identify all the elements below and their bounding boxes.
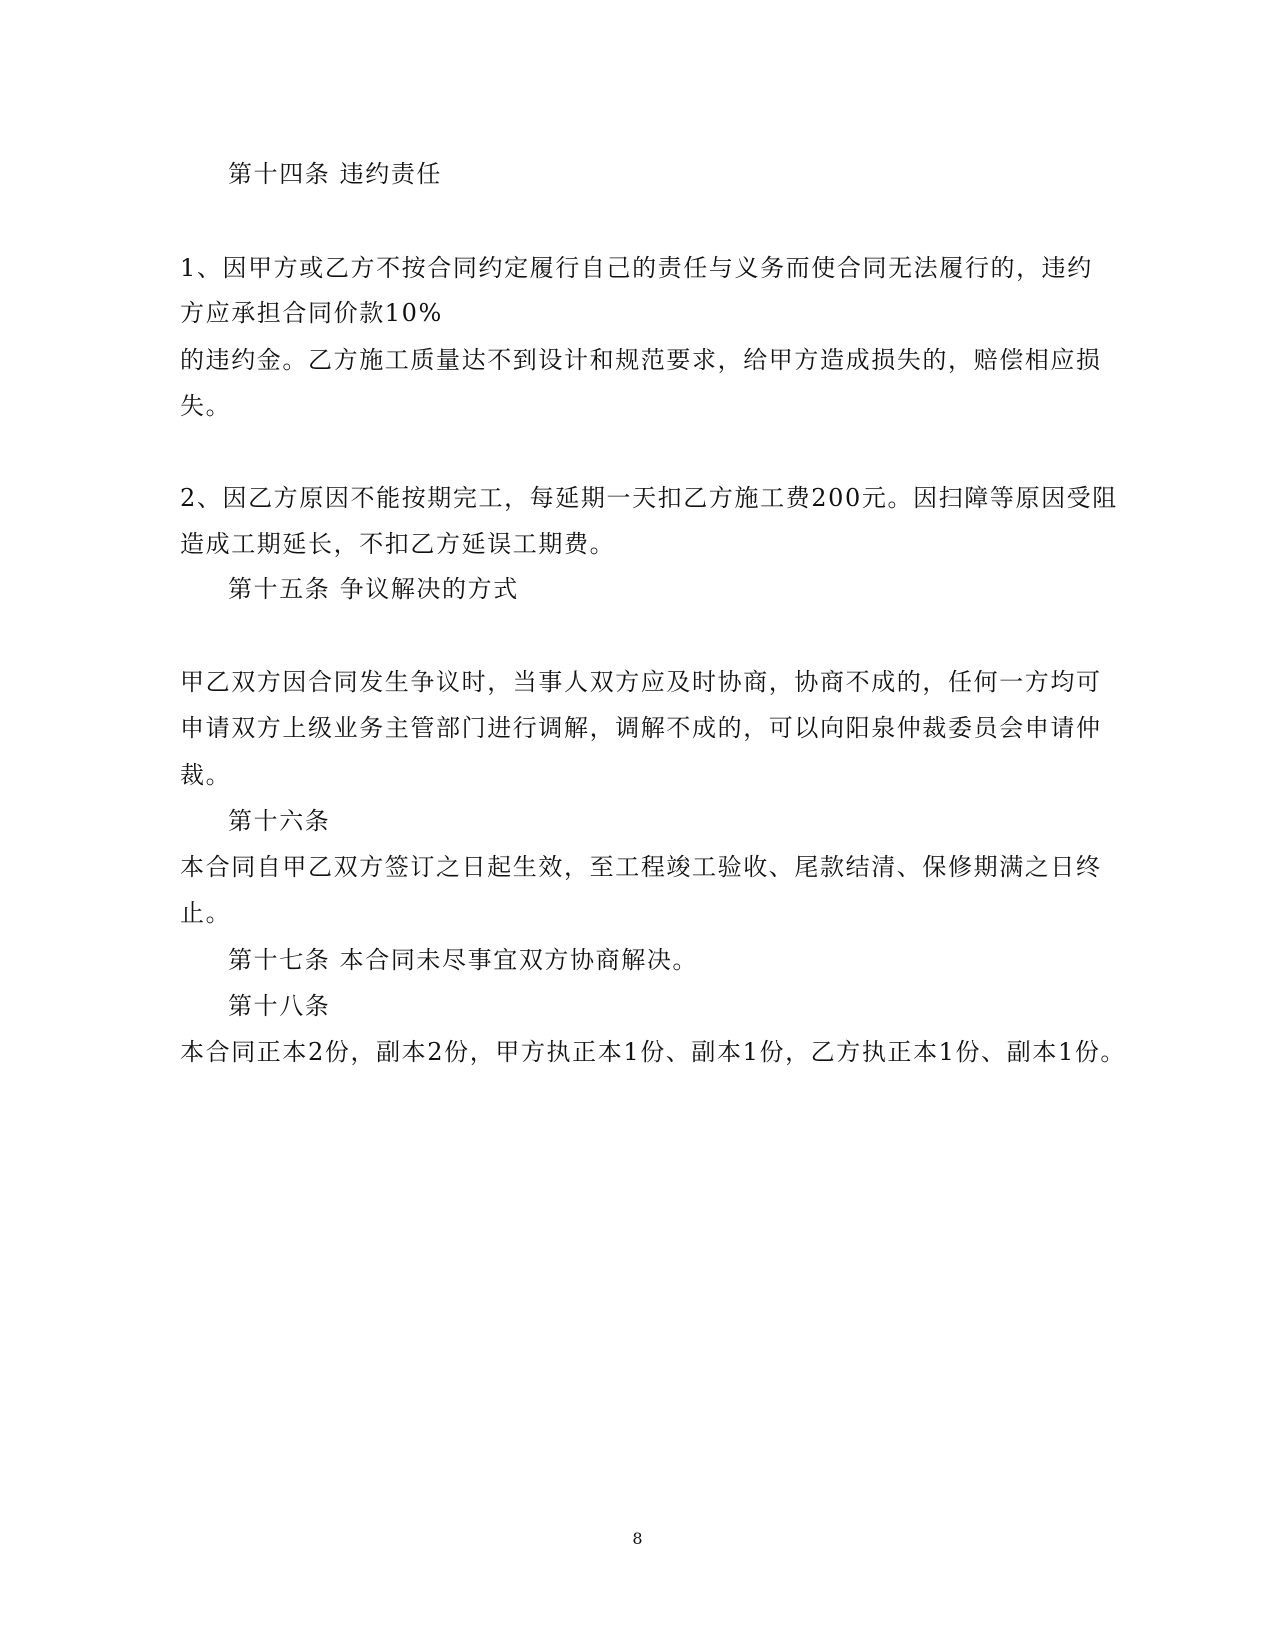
article-16-body-line-1: 本合同自甲乙双方签订之日起生效，至工程竣工验收、尾款结清、保修期满之日终 xyxy=(180,853,1102,881)
article-16-body-line-2: 止。 xyxy=(180,899,232,927)
article-15-body-line-2: 申请双方上级业务主管部门进行调解，调解不成的，可以向阳泉仲裁委员会申请仲 xyxy=(180,714,1102,742)
article-18-heading: 第十八条 xyxy=(228,992,331,1020)
article-15-heading: 第十五条 争议解决的方式 xyxy=(228,575,519,603)
article-15-body-line-1: 甲乙双方因合同发生争议时，当事人双方应及时协商，协商不成的，任何一方均可 xyxy=(180,668,1102,696)
article-14-clause-1-line-1: 1、因甲方或乙方不按合同约定履行自己的责任与义务而使合同无法履行的，违约 xyxy=(180,254,1093,282)
article-14-heading: 第十四条 违约责任 xyxy=(228,160,443,188)
page-number: 8 xyxy=(632,1529,643,1548)
article-14-clause-2-line-2: 造成工期延长，不扣乙方延误工期费。 xyxy=(180,530,616,558)
article-14-clause-1-line-4: 失。 xyxy=(180,392,232,420)
article-16-heading: 第十六条 xyxy=(228,807,331,835)
article-18-body-line-1: 本合同正本2份，副本2份，甲方执正本1份、副本1份，乙方执正本1份、副本1份。 xyxy=(180,1038,1127,1066)
article-14-clause-1-line-3: 的违约金。乙方施工质量达不到设计和规范要求，给甲方造成损失的，赔偿相应损 xyxy=(180,346,1102,374)
article-17-heading: 第十七条 本合同未尽事宜双方协商解决。 xyxy=(228,946,699,974)
article-14-clause-2-line-1: 2、因乙方原因不能按期完工，每延期一天扣乙方施工费200元。因扫障等原因受阻 xyxy=(180,484,1118,512)
article-15-body-line-3: 裁。 xyxy=(180,761,232,789)
article-14-clause-1-line-2: 方应承担合同价款10% xyxy=(180,299,443,327)
